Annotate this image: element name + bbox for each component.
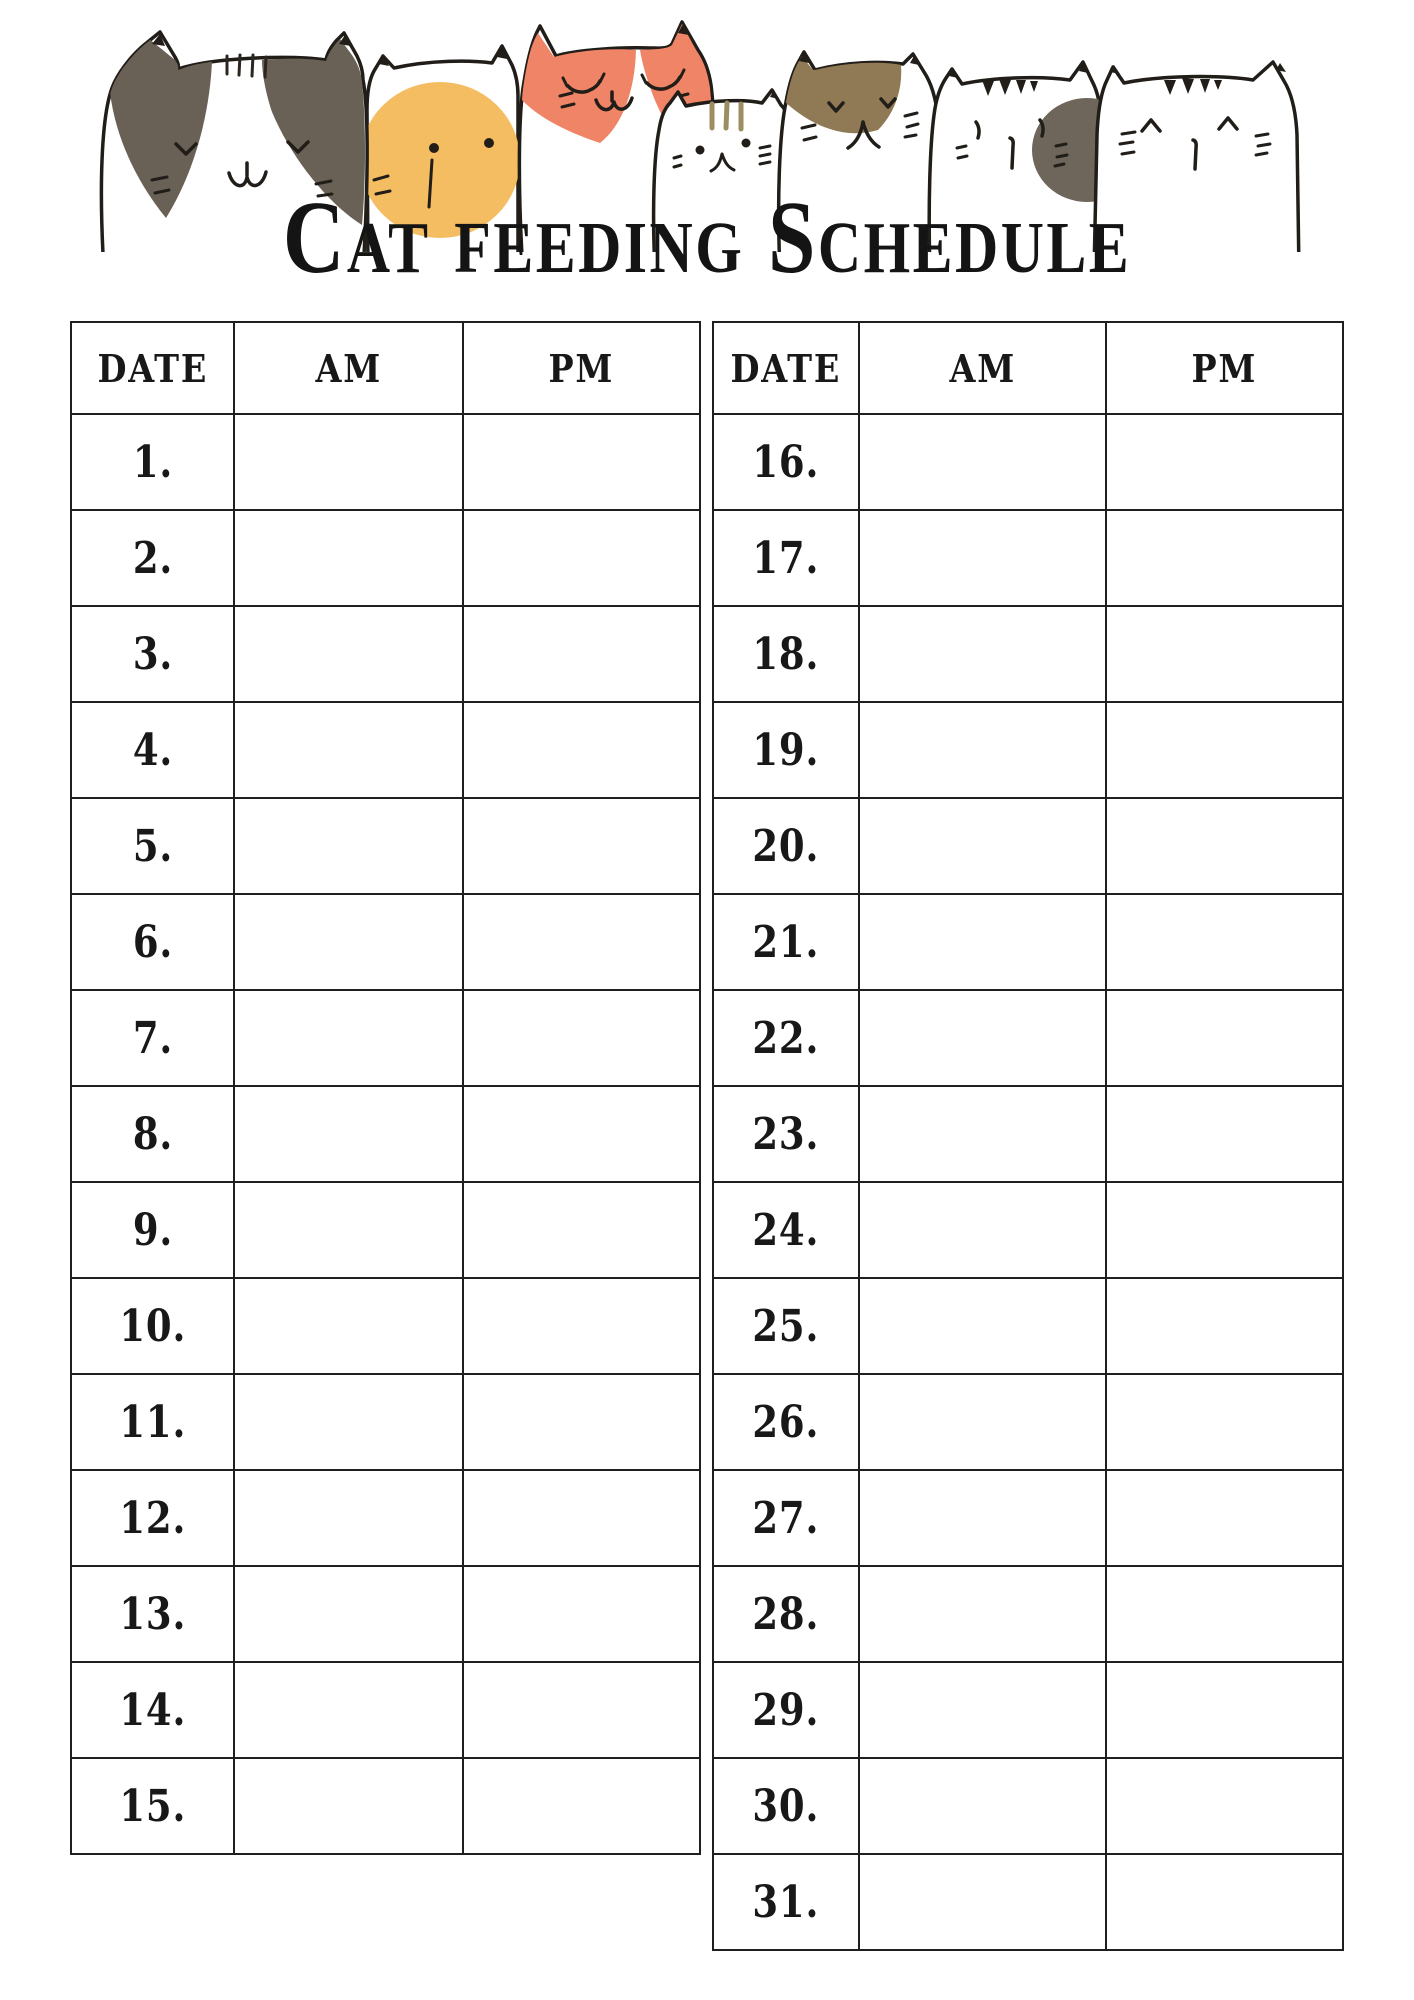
pm-cell bbox=[1106, 1374, 1343, 1470]
date-cell: 10. bbox=[71, 1278, 234, 1374]
am-cell bbox=[859, 990, 1106, 1086]
date-cell: 22. bbox=[713, 990, 859, 1086]
date-cell: 25. bbox=[713, 1278, 859, 1374]
date-cell: 27. bbox=[713, 1470, 859, 1566]
table-row bbox=[713, 1566, 1343, 1662]
pm-cell bbox=[1106, 894, 1343, 990]
pm-cell bbox=[1106, 1278, 1343, 1374]
table-row bbox=[71, 1086, 700, 1182]
am-cell bbox=[234, 798, 463, 894]
column-header-pm: PM bbox=[1106, 322, 1343, 414]
table-row bbox=[713, 702, 1343, 798]
date-cell: 2. bbox=[71, 510, 234, 606]
table-row bbox=[71, 414, 700, 510]
date-cell: 7. bbox=[71, 990, 234, 1086]
header-row bbox=[713, 322, 1343, 414]
table-row bbox=[71, 1566, 700, 1662]
table-row bbox=[71, 510, 700, 606]
column-header-am: AM bbox=[234, 322, 463, 414]
am-cell bbox=[234, 1374, 463, 1470]
date-cell: 4. bbox=[71, 702, 234, 798]
am-cell bbox=[859, 1278, 1106, 1374]
table-row bbox=[71, 606, 700, 702]
am-cell bbox=[234, 990, 463, 1086]
pm-cell bbox=[463, 1182, 700, 1278]
pm-cell bbox=[463, 606, 700, 702]
date-cell: 26. bbox=[713, 1374, 859, 1470]
date-cell: 14. bbox=[71, 1662, 234, 1758]
pm-cell bbox=[1106, 414, 1343, 510]
column-header-date: DATE bbox=[71, 322, 234, 414]
pm-cell bbox=[1106, 1182, 1343, 1278]
pm-cell bbox=[463, 1566, 700, 1662]
date-cell: 8. bbox=[71, 1086, 234, 1182]
table-row bbox=[71, 990, 700, 1086]
table-row bbox=[713, 510, 1343, 606]
date-cell: 1. bbox=[71, 414, 234, 510]
am-cell bbox=[859, 1374, 1106, 1470]
table-row bbox=[713, 1854, 1343, 1950]
date-cell: 31. bbox=[713, 1854, 859, 1950]
date-cell: 16. bbox=[713, 414, 859, 510]
pm-cell bbox=[1106, 1662, 1343, 1758]
am-cell bbox=[859, 1182, 1106, 1278]
schedule-table-right bbox=[712, 321, 1344, 1951]
pm-cell bbox=[1106, 1086, 1343, 1182]
pm-cell bbox=[463, 1086, 700, 1182]
date-cell: 30. bbox=[713, 1758, 859, 1854]
pm-cell bbox=[463, 1662, 700, 1758]
am-cell bbox=[234, 1182, 463, 1278]
am-cell bbox=[859, 1758, 1106, 1854]
table-row bbox=[713, 798, 1343, 894]
am-cell bbox=[859, 894, 1106, 990]
am-cell bbox=[234, 1662, 463, 1758]
am-cell bbox=[234, 702, 463, 798]
table-row bbox=[713, 894, 1343, 990]
am-cell bbox=[859, 1662, 1106, 1758]
pm-cell bbox=[1106, 510, 1343, 606]
pm-cell bbox=[463, 1278, 700, 1374]
table-row bbox=[71, 1374, 700, 1470]
date-cell: 9. bbox=[71, 1182, 234, 1278]
date-cell: 29. bbox=[713, 1662, 859, 1758]
date-cell: 12. bbox=[71, 1470, 234, 1566]
pm-cell bbox=[1106, 606, 1343, 702]
am-cell bbox=[234, 510, 463, 606]
pm-cell bbox=[1106, 1470, 1343, 1566]
am-cell bbox=[859, 798, 1106, 894]
am-cell bbox=[234, 1566, 463, 1662]
table-row bbox=[713, 1374, 1343, 1470]
pm-cell bbox=[463, 702, 700, 798]
table-row bbox=[713, 1278, 1343, 1374]
am-cell bbox=[234, 1470, 463, 1566]
date-cell: 17. bbox=[713, 510, 859, 606]
table-row bbox=[713, 1086, 1343, 1182]
table-row bbox=[713, 990, 1343, 1086]
header-row bbox=[71, 322, 700, 414]
date-cell: 6. bbox=[71, 894, 234, 990]
am-cell bbox=[859, 414, 1106, 510]
date-cell: 15. bbox=[71, 1758, 234, 1854]
am-cell bbox=[859, 1086, 1106, 1182]
date-cell: 18. bbox=[713, 606, 859, 702]
pm-cell bbox=[463, 510, 700, 606]
pm-cell bbox=[463, 990, 700, 1086]
date-cell: 20. bbox=[713, 798, 859, 894]
column-header-date: DATE bbox=[713, 322, 859, 414]
date-cell: 3. bbox=[71, 606, 234, 702]
table-row bbox=[71, 1662, 700, 1758]
pm-cell bbox=[463, 1758, 700, 1854]
pm-cell bbox=[1106, 990, 1343, 1086]
am-cell bbox=[859, 1566, 1106, 1662]
table-row bbox=[713, 414, 1343, 510]
pm-cell bbox=[463, 798, 700, 894]
pm-cell bbox=[1106, 798, 1343, 894]
am-cell bbox=[234, 894, 463, 990]
am-cell bbox=[859, 1470, 1106, 1566]
am-cell bbox=[234, 1086, 463, 1182]
table-row bbox=[713, 1662, 1343, 1758]
column-header-pm: PM bbox=[463, 322, 700, 414]
am-cell bbox=[234, 606, 463, 702]
am-cell bbox=[234, 1278, 463, 1374]
schedule-table-left bbox=[70, 321, 701, 1855]
table-row bbox=[71, 894, 700, 990]
table-row bbox=[71, 702, 700, 798]
page-title: Cat feeding Schedule bbox=[282, 180, 1132, 295]
table-row bbox=[71, 1470, 700, 1566]
table-row bbox=[713, 1758, 1343, 1854]
table-row bbox=[713, 1182, 1343, 1278]
am-cell bbox=[234, 1758, 463, 1854]
table-row bbox=[71, 798, 700, 894]
pm-cell bbox=[463, 414, 700, 510]
table-row bbox=[713, 1470, 1343, 1566]
am-cell bbox=[859, 510, 1106, 606]
am-cell bbox=[859, 1854, 1106, 1950]
table-row bbox=[71, 1278, 700, 1374]
column-header-am: AM bbox=[859, 322, 1106, 414]
pm-cell bbox=[1106, 1758, 1343, 1854]
table-row bbox=[71, 1182, 700, 1278]
pm-cell bbox=[463, 1470, 700, 1566]
date-cell: 5. bbox=[71, 798, 234, 894]
date-cell: 21. bbox=[713, 894, 859, 990]
am-cell bbox=[234, 414, 463, 510]
date-cell: 23. bbox=[713, 1086, 859, 1182]
date-cell: 24. bbox=[713, 1182, 859, 1278]
date-cell: 11. bbox=[71, 1374, 234, 1470]
table-row bbox=[713, 606, 1343, 702]
date-cell: 28. bbox=[713, 1566, 859, 1662]
pm-cell bbox=[1106, 1854, 1343, 1950]
am-cell bbox=[859, 606, 1106, 702]
pm-cell bbox=[463, 1374, 700, 1470]
date-cell: 13. bbox=[71, 1566, 234, 1662]
table-row bbox=[71, 1758, 700, 1854]
pm-cell bbox=[463, 894, 700, 990]
pm-cell bbox=[1106, 1566, 1343, 1662]
pm-cell bbox=[1106, 702, 1343, 798]
am-cell bbox=[859, 702, 1106, 798]
date-cell: 19. bbox=[713, 702, 859, 798]
